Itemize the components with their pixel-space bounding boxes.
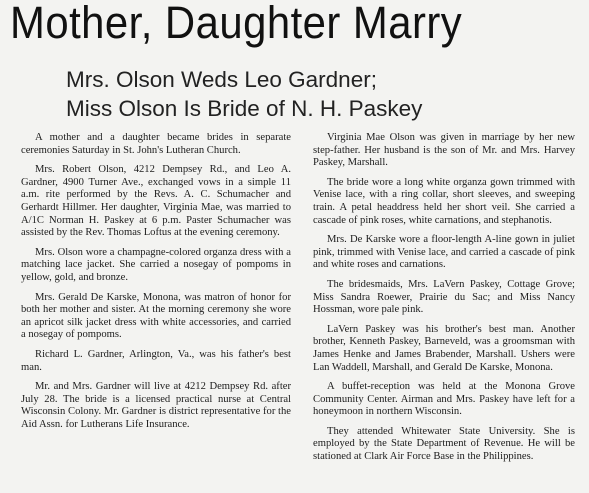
article-paragraph: Virginia Mae Olson was given in marriage by her new step-father. Her husband is the son of Mr. and Mrs. Harvey Paskey, Marshall. bbox=[313, 132, 575, 169]
subheadline bbox=[66, 66, 576, 124]
headline: Mother, Daughter Marry bbox=[10, 0, 463, 48]
article-paragraph: A mother and a daughter became brides in separate ceremonies Saturday in St. John's Lutheran Church. bbox=[21, 132, 291, 156]
article-paragraph: LaVern Paskey was his brother's best man. Another brother, Kenneth Paskey, Barneveld, was a groomsman with James Henke and James Brabender, Marshall. Ushers were Lan Waddell, Marshall, and Gerald De Karske, Monona. bbox=[313, 323, 575, 373]
article-paragraph: Mrs. Gerald De Karske, Monona, was matron of honor for both her mother and sister. At the morning ceremony she wore an apricot silk jacket dress with white accessories, and carried a nosegay of pompoms. bbox=[21, 291, 291, 341]
article-paragraph: The bridesmaids, Mrs. LaVern Paskey, Cottage Grove; Miss Sandra Roewer, Prairie du Sac; and Miss Nancy Hossman, wore pale pink. bbox=[313, 278, 575, 316]
article-paragraph: Richard L. Gardner, Arlington, Va., was his father's best man. bbox=[21, 348, 291, 373]
article-paragraph: Mrs. Olson wore a champagne-colored organza dress with a matching lace jacket. She carried a nosegay of pompoms in yellow, gold, and bronze. bbox=[21, 246, 291, 283]
subheadline-line-1: Mrs. Olson Weds Leo Gardner; bbox=[66, 67, 377, 92]
article-paragraph: They attended Whitewater State University. She is employed by the State Department of Revenue. He will be stationed at Clark Air Force Base in the Philippines. bbox=[313, 425, 575, 463]
article-paragraph: The bride wore a long white organza gown trimmed with Venise lace, with a ring collar, short sleeves, and sweeping train. A petal headdress held her short veil. She carried a cascade of pink roses, white carnations, and stephanotis. bbox=[313, 176, 575, 226]
article-paragraph: A buffet-reception was held at the Monona Grove Community Center. Airman and Mrs. Paskey have left for a honeymoon in northern Wisconsin. bbox=[313, 381, 575, 418]
right-column bbox=[313, 132, 575, 471]
left-column bbox=[21, 132, 291, 438]
article-paragraph: Mrs. Robert Olson, 4212 Dempsey Rd., and Leo A. Gardner, 4900 Turner Ave., exchanged vows in a simple 11 a.m. rite performed by the Revs. A. C. Schumacher and Gerhardt Hillmer. Her daughter, Virginia Mae, was married to A/1C Norman H. Paskey at 6 p.m. Paster Schumacher was assisted by the Rev. Thomas Loftus at the evening ceremony. bbox=[21, 164, 291, 239]
article-paragraph: Mr. and Mrs. Gardner will live at 4212 Dempsey Rd. after July 28. The bride is a licensed practical nurse at Central Wisconsin Colony. Mr. Gardner is district representative for the Aid Assn. for Lutherans Life Insurance. bbox=[21, 381, 291, 430]
article-paragraph: Mrs. De Karske wore a floor-length A-line gown in juliet pink, trimmed with Venise lace, and carried a cascade of pink and white roses and carnations. bbox=[313, 234, 575, 271]
subheadline-line-2: Miss Olson Is Bride of N. H. Paskey bbox=[66, 96, 423, 121]
